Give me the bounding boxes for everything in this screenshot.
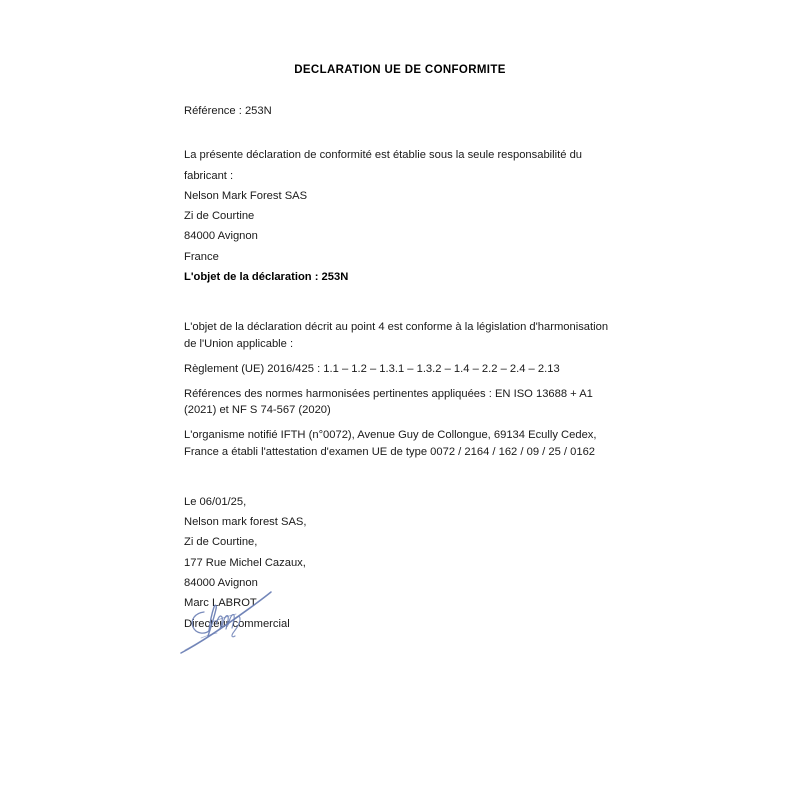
harmonised-standards-paragraph: Références des normes harmonisées pertinentes appliquées : EN ISO 13688 + A1 (2021) et NF S 74-567 (2020) <box>184 387 593 417</box>
spacer <box>184 121 622 145</box>
spacer <box>184 287 622 319</box>
signature-street: 177 Rue Michel Cazaux, <box>184 556 306 569</box>
signature-postal-city: 84000 Avignon <box>184 576 258 589</box>
conformity-paragraph: L'objet de la déclaration décrit au point 4 est conforme à la législation d'harmonisation de l'Union applicable : <box>184 321 609 350</box>
spacer <box>184 460 622 492</box>
declaration-object-line: L'objet de la déclaration : 253N <box>184 271 349 284</box>
regulation-clauses-line: Règlement (UE) 2016/425 : 1.1 – 1.2 – 1.3.1 – 1.3.2 – 1.4 – 2.2 – 2.4 – 2.13 <box>184 362 560 375</box>
spacer <box>184 352 622 361</box>
reference-line: Référence : 253N <box>184 105 272 117</box>
manufacturer-country: France <box>184 250 219 263</box>
signature-date-line: Le 06/01/25, <box>184 495 247 508</box>
signature-ink-icon <box>176 580 280 658</box>
manufacturer-name: Nelson Mark Forest SAS <box>184 189 308 202</box>
document-title: DECLARATION UE DE CONFORMITE <box>294 64 506 76</box>
document-body <box>184 101 622 634</box>
signatory-title: Directeur commercial <box>184 617 290 630</box>
handwritten-signature <box>176 580 280 658</box>
spacer <box>184 418 622 427</box>
notified-body-paragraph: L'organisme notifié IFTH (n°0072), Avenue Guy de Collongue, 69134 Ecully Cedex, France a établi l'attestation d'examen UE de type 0072 / 2164 / 162 / 09 / 25 / 0162 <box>184 429 597 458</box>
manufacturer-postal-city: 84000 Avignon <box>184 230 258 243</box>
manufacturer-responsibility-line: La présente déclaration de conformité est établie sous la seule responsabilité du fabricant : <box>184 149 586 182</box>
manufacturer-address: Zi de Courtine <box>184 210 255 223</box>
signatory-name: Marc LABROT <box>184 597 257 610</box>
signature-company: Nelson mark forest SAS, <box>184 516 307 529</box>
spacer <box>184 377 622 386</box>
signature-address: Zi de Courtine, <box>184 536 258 549</box>
